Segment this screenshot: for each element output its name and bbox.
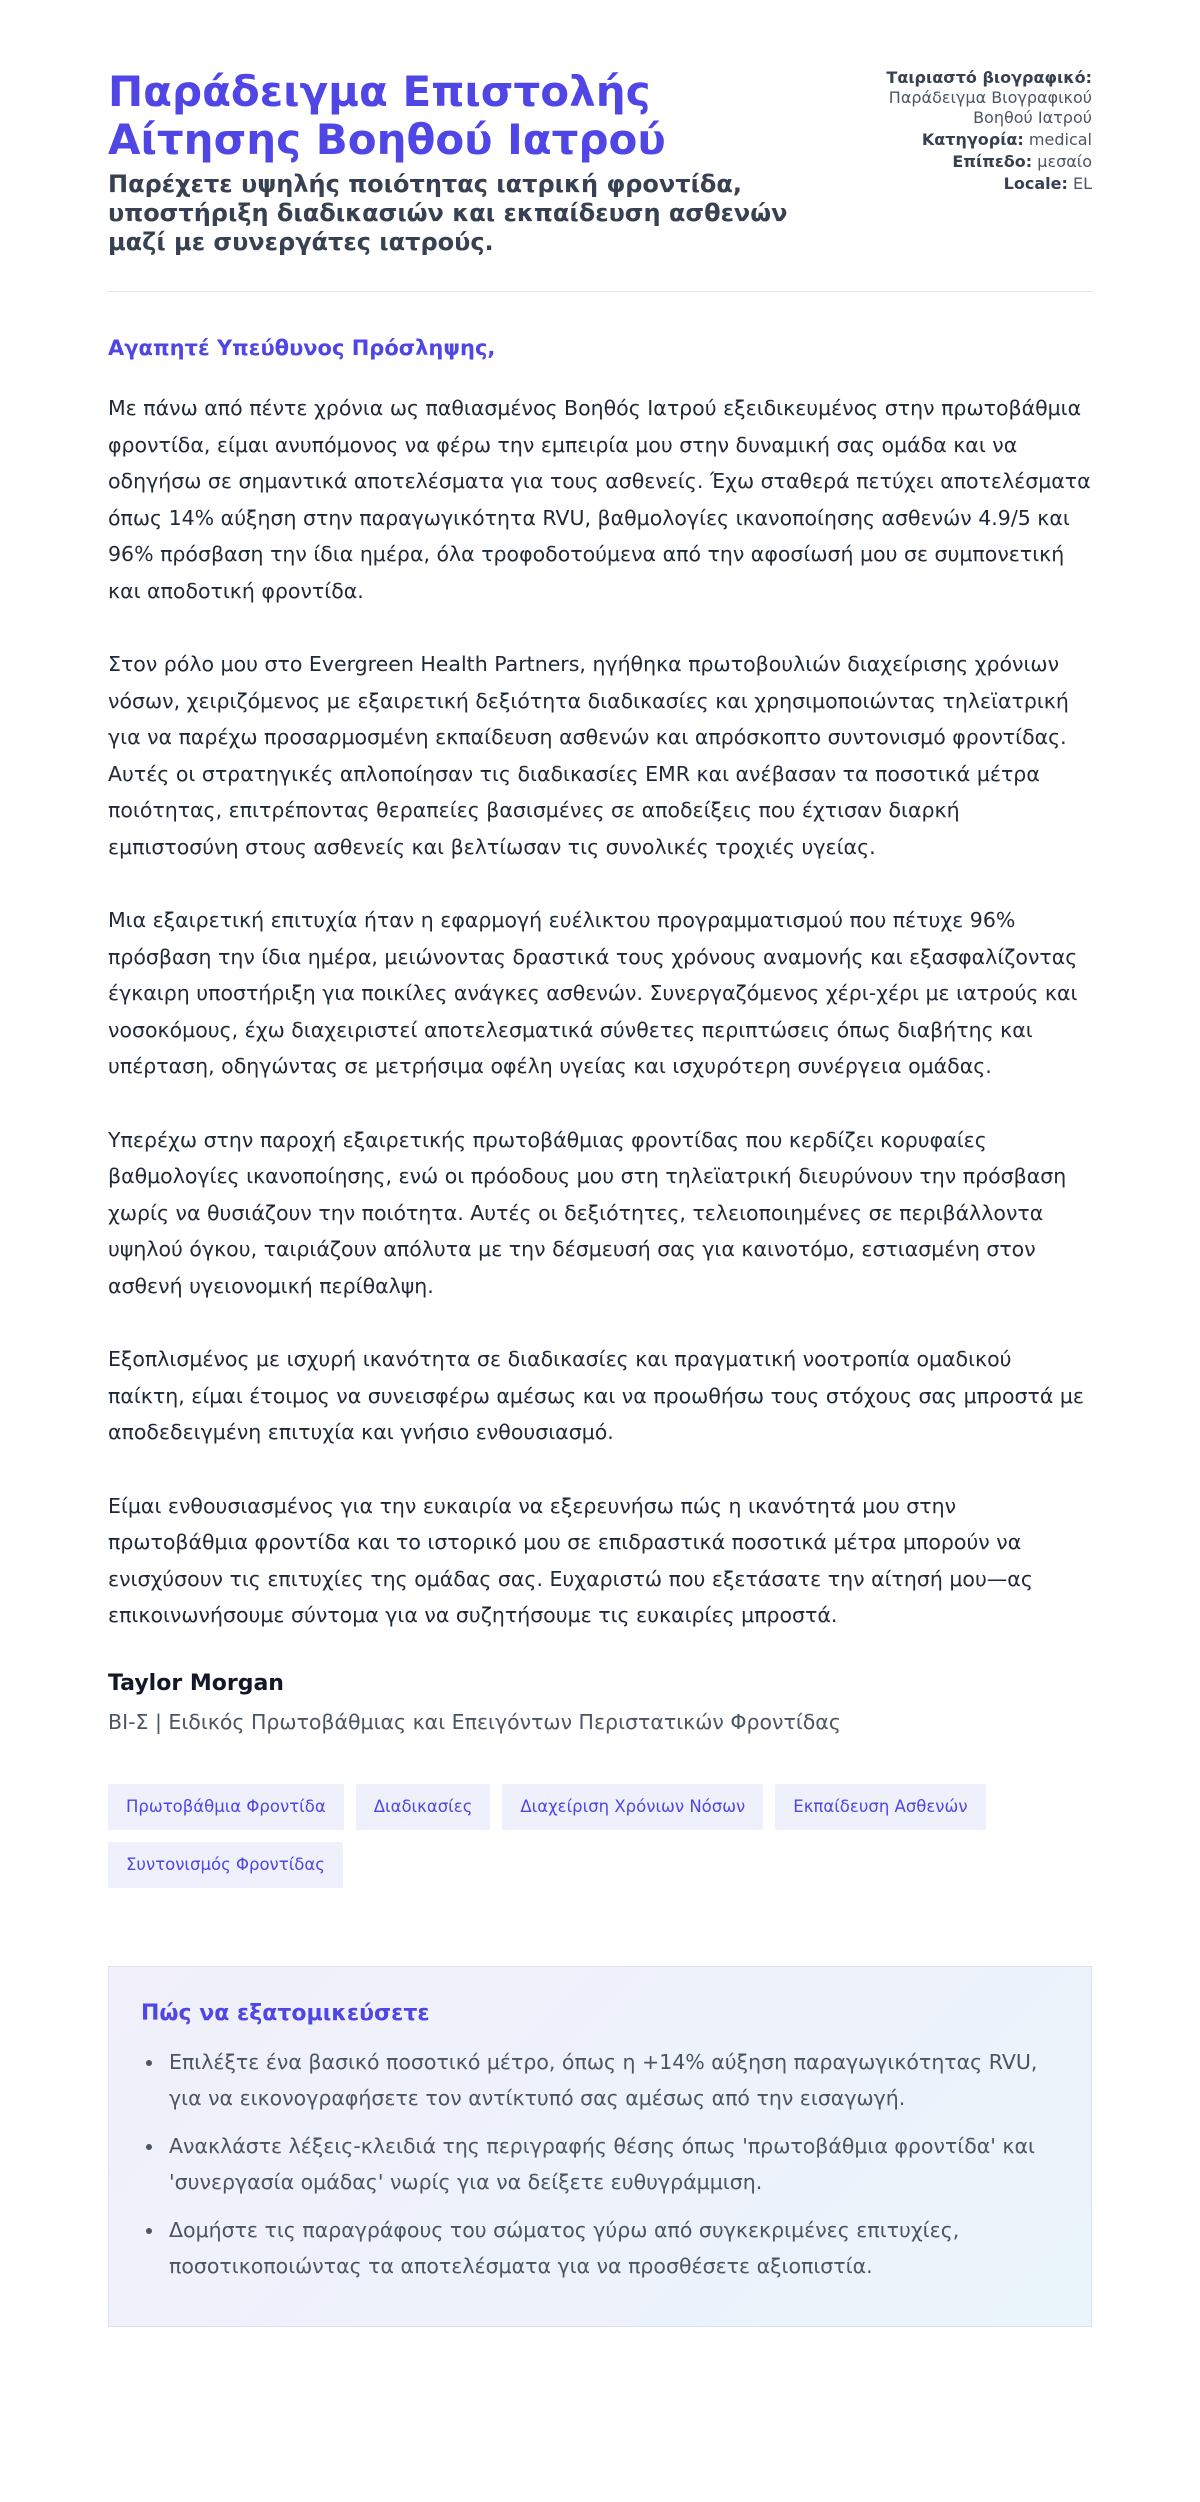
body-paragraph: Με πάνω από πέντε χρόνια ως παθιασμένος Βοηθός Ιατρού εξειδικευμένος στην πρωτοβάθμια φροντίδα, είμαι ανυπόμονος να φέρω την εμπειρία μου στην δυναμική σας ομάδα και να οδηγήσω σε σημαντικά αποτελέσματα για τους ασθενείς. Έχω σταθερά πετύχει αποτελέσματα όπως 14% αύξηση στην παραγωγικότητα RVU, βαθμολογίες ικανοποίησης ασθενών 4.9/5 και 96% πρόσβαση την ίδια ημέρα, όλα τροφοδοτούμενα από την αφοσίωσή μου σε συμπονετική και αποδοτική φροντίδα.: [108, 396, 1091, 603]
skill-tag: Πρωτοβάθμια Φροντίδα: [108, 1784, 344, 1830]
meta-resume-label: Ταιριαστό βιογραφικό:: [886, 68, 1092, 87]
meta-resume: [832, 68, 1092, 128]
body-paragraph: Στον ρόλο μου στο Evergreen Health Partners, ηγήθηκα πρωτοβουλιών διαχείρισης χρόνιων νόσων, χειριζόμενος με εξαιρετική δεξιότητα διαδικασίες και χρησιμοποιώντας τηλεϊατρική για να παρέχω προσαρμοσμένη εκπαίδευση ασθενών και απρόσκοπτο συντονισμό φροντίδας. Αυτές οι στρατηγικές απλοποίησαν τις διαδικασίες EMR και ανέβασαν τα ποσοτικά μέτρα ποιότητας, επιτρέποντας θεραπείες βασισμένες σε αποδείξεις που έχτισαν διαρκή εμπιστοσύνη στους ασθενείς και βελτίωσαν τις συνολικές τροχιές υγείας.: [108, 652, 1069, 859]
body-paragraph: Μια εξαιρετική επιτυχία ήταν η εφαρμογή ευέλικτου προγραμματισμού που πέτυχε 96% πρόσβαση την ίδια ημέρα, μειώνοντας δραστικά τους χρόνους αναμονής και εξασφαλίζοντας έγκαιρη υποστήριξη για ποικίλες ανάγκες ασθενών. Συνεργαζόμενος χέρι-χέρι με ιατρούς και νοσοκόμους, έχω διαχειριστεί αποτελεσματικά σύνθετες περιπτώσεις όπως διαβήτης και υπέρταση, οδηγώντας σε μετρήσιμα οφέλη υγείας και ισχυρότερη συνέργεια ομάδας.: [108, 908, 1078, 1078]
page-title: Παράδειγμα Επιστολής Αίτησης Βοηθού Ιατρού: [108, 67, 666, 164]
page-subtitle: Παρέχετε υψηλής ποιότητας ιατρική φροντίδα, υποστήριξη διαδικασιών και εκπαίδευση ασθενών μαζί με συνεργάτες ιατρούς.: [108, 170, 788, 256]
signature-name: Taylor Morgan: [108, 1670, 284, 1696]
meta-info: [832, 68, 1092, 196]
meta-locale-label: Locale:: [1003, 174, 1068, 193]
signature-block: [108, 1671, 1092, 1734]
signature-title: ΒΙ-Σ | Ειδικός Πρωτοβάθμιας και Επειγόντων Περιστατικών Φροντίδας: [108, 1709, 841, 1734]
header-title-block: [108, 68, 828, 257]
meta-level: [832, 152, 1092, 172]
tip-item: • Επιλέξτε ένα βασικό ποσοτικό μέτρο, όπως η +14% αύξηση παραγωγικότητας RVU, για να εικονογραφήσετε τον αντίκτυπό σας αμέσως από την εισαγωγή.: [165, 2044, 1059, 2116]
skill-tags: [108, 1784, 1108, 1888]
skill-tag: Διαχείριση Χρόνιων Νόσων: [502, 1784, 763, 1830]
body-paragraph: Εξοπλισμένος με ισχυρή ικανότητα σε διαδικασίες και πραγματική νοοτροπία ομαδικού παίκτη, είμαι έτοιμος να συνεισφέρω αμέσως και να προωθήσω τους στόχους σας μπροστά με αποδεδειγμένη επιτυχία και γνήσιο ενθουσιασμό.: [108, 1347, 1084, 1444]
meta-category-value: medical: [1028, 130, 1092, 149]
meta-level-value: μεσαίο: [1037, 152, 1092, 171]
tips-list: [141, 2044, 1059, 2284]
body-paragraph: Υπερέχω στην παροχή εξαιρετικής πρωτοβάθμιας φροντίδας που κερδίζει κορυφαίες βαθμολογίες ικανοποίησης, ενώ οι πρόοδους μου στη τηλεϊατρική διευρύνουν την πρόσβαση χωρίς να θυσιάζουν την ποιότητα. Αυτές οι δεξιότητες, τελειοποιημένες σε περιβάλλοντα υψηλού όγκου, ταιριάζουν απόλυτα με την δέσμευσή σας για καινοτόμο, εστιασμένη στον ασθενή υγειονομική περίθαλψη.: [108, 1127, 1067, 1298]
body-paragraph: Είμαι ενθουσιασμένος για την ευκαιρία να εξερευνήσω πώς η ικανότητά μου στην πρωτοβάθμια φροντίδα και το ιστορικό μου σε επιδραστικά ποσοτικά μέτρα μπορούν να ενισχύσουν τις επιτυχίες της ομάδας σας. Ευχαριστώ που εξετάσατε την αίτησή μου—ας επικοινωνήσουμε σύντομα για να συζητήσουμε τις ευκαιρίες μπροστά.: [108, 1493, 1033, 1627]
meta-category: [832, 130, 1092, 150]
tips-title: Πώς να εξατομικεύσετε: [141, 2000, 430, 2026]
tip-item: • Ανακλάστε λέξεις-κλειδιά της περιγραφής θέσης όπως 'πρωτοβάθμια φροντίδα' και 'συνεργασία ομάδας' νωρίς για να δείξετε ευθυγράμμιση.: [165, 2128, 1059, 2200]
meta-category-label: Κατηγορία:: [921, 130, 1024, 149]
letter-body: [108, 292, 1092, 2327]
skill-tag: Εκπαίδευση Ασθενών: [775, 1784, 985, 1830]
meta-resume-value: Παράδειγμα Βιογραφικού Βοηθού Ιατρού: [888, 88, 1092, 127]
skill-tag: Διαδικασίες: [356, 1784, 491, 1830]
meta-locale-value: EL: [1072, 174, 1092, 193]
salutation: Αγαπητέ Υπεύθυνος Πρόσληψης,: [108, 336, 496, 360]
skill-tag: Συντονισμός Φροντίδας: [108, 1842, 343, 1888]
tip-item: • Δομήστε τις παραγράφους του σώματος γύρω από συγκεκριμένες επιτυχίες, ποσοτικοποιώντας τα αποτελέσματα για να προσθέσετε αξιοπιστία.: [165, 2212, 1059, 2284]
meta-level-label: Επίπεδο:: [952, 152, 1033, 171]
meta-locale: [832, 174, 1092, 194]
letter-header: [108, 68, 1092, 292]
customization-tips: [108, 1966, 1092, 2327]
